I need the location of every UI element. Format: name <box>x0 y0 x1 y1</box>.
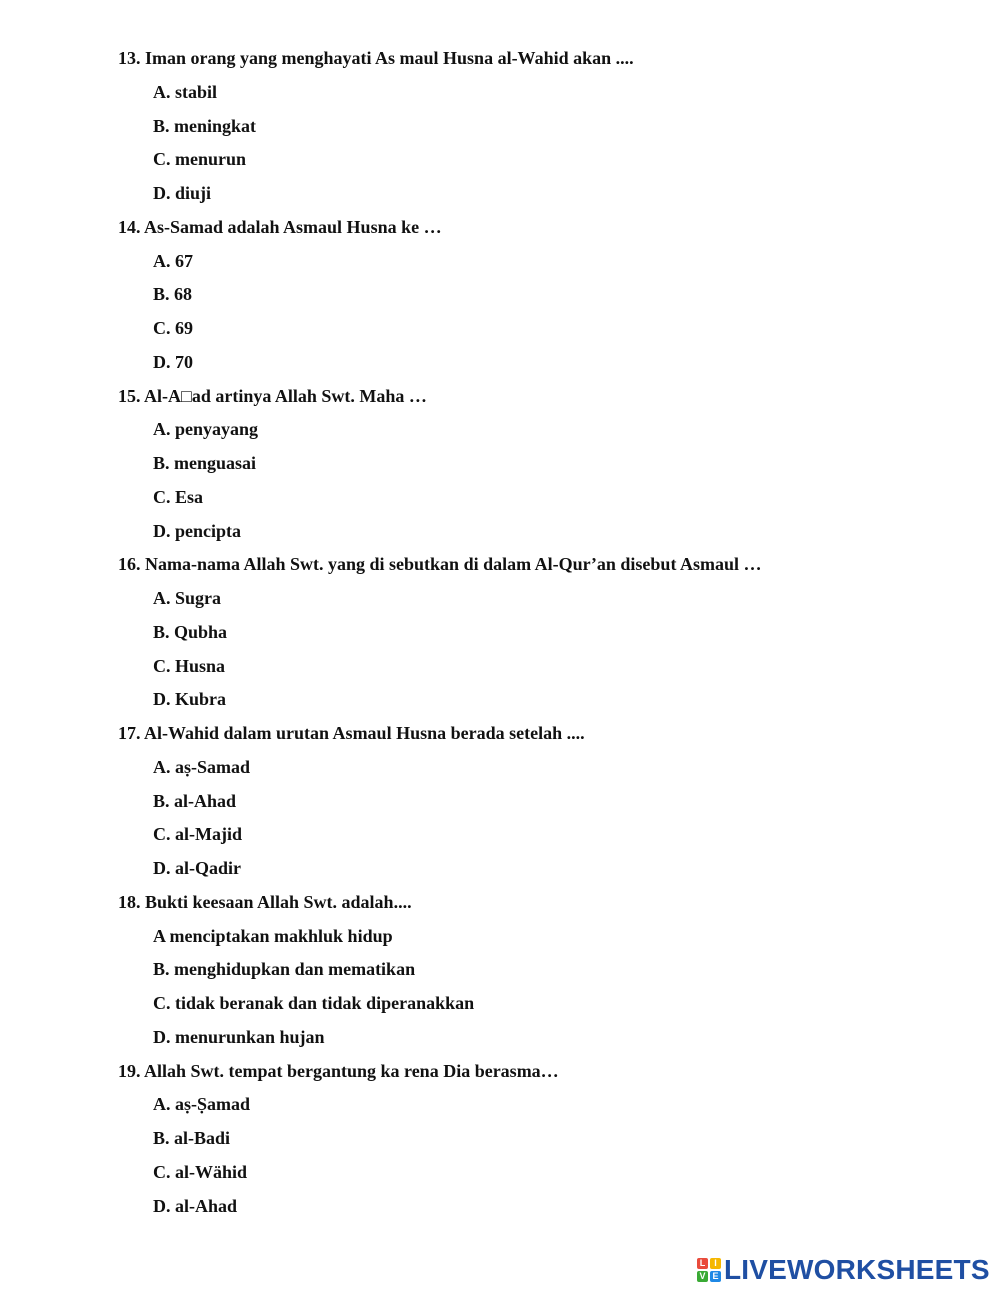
answer-option: B. 68 <box>153 284 193 305</box>
answer-option: A menciptakan makhluk hidup <box>153 925 393 946</box>
answer-option: D. menurunkan hujan <box>153 1026 325 1047</box>
logo-cell-l: L <box>697 1258 708 1269</box>
answer-option: B. meningkat <box>153 115 257 136</box>
answer-option: C. tidak beranak dan tidak diperanakkan <box>153 993 475 1013</box>
answer-option: A. stabil <box>153 81 218 102</box>
answer-option: D. al-Qadir <box>153 858 241 878</box>
brand-text: LIVEWORKSHEETS <box>724 1254 990 1285</box>
answer-option: A. aṣ-Ṣamad <box>153 1094 251 1115</box>
logo-cell-i: I <box>710 1258 721 1269</box>
answer-option: C. Husna <box>153 655 226 676</box>
answer-option: A. 67 <box>153 250 193 271</box>
question-text: 16. Nama-nama Allah Swt. yang di sebutkan di dalam Al-Qur’an disebut Asmaul … <box>118 554 762 575</box>
answer-option: B. al-Ahad <box>153 790 237 811</box>
answer-option: D. Kubra <box>153 689 227 710</box>
question-text: 13. Iman orang yang menghayati As maul Husna al-Wahid akan .... <box>118 48 634 68</box>
answer-option: C. Esa <box>153 486 204 507</box>
answer-option: B. Qubha <box>153 621 228 642</box>
answer-option: B. al-Badi <box>153 1128 231 1148</box>
answer-option: C. al-Wähid <box>153 1161 248 1182</box>
answer-option: A. Sugra <box>153 588 222 608</box>
question-text: 14. As-Samad adalah Asmaul Husna ke … <box>118 216 442 237</box>
answer-option: D. pencipta <box>153 520 242 541</box>
answer-option: A. penyayang <box>153 419 259 440</box>
answer-option: C. 69 <box>153 318 193 338</box>
logo-cell-v: V <box>697 1271 708 1282</box>
liveworksheets-logo[interactable] <box>697 1253 990 1287</box>
logo-cell-e: E <box>710 1271 721 1282</box>
question-text: 15. Al-A□ad artinya Allah Swt. Maha … <box>118 385 427 406</box>
liveworksheets-logo-icon <box>697 1258 721 1282</box>
answer-option: A. aṣ-Samad <box>153 756 251 777</box>
question-text: 18. Bukti keesaan Allah Swt. adalah.... <box>118 891 412 912</box>
answer-option: D. al-Ahad <box>153 1195 238 1216</box>
answer-option: C. menurun <box>153 149 247 170</box>
answer-option: B. menghidupkan dan mematikan <box>153 959 416 980</box>
question-text: 17. Al-Wahid dalam urutan Asmaul Husna berada setelah .... <box>118 723 585 743</box>
answer-option: D. diuji <box>153 183 212 203</box>
answer-option: D. 70 <box>153 351 193 372</box>
answer-option: C. al-Majid <box>153 824 242 845</box>
question-text: 19. Allah Swt. tempat bergantung ka rena Dia berasma… <box>118 1060 559 1081</box>
answer-option: B. menguasai <box>153 453 257 473</box>
